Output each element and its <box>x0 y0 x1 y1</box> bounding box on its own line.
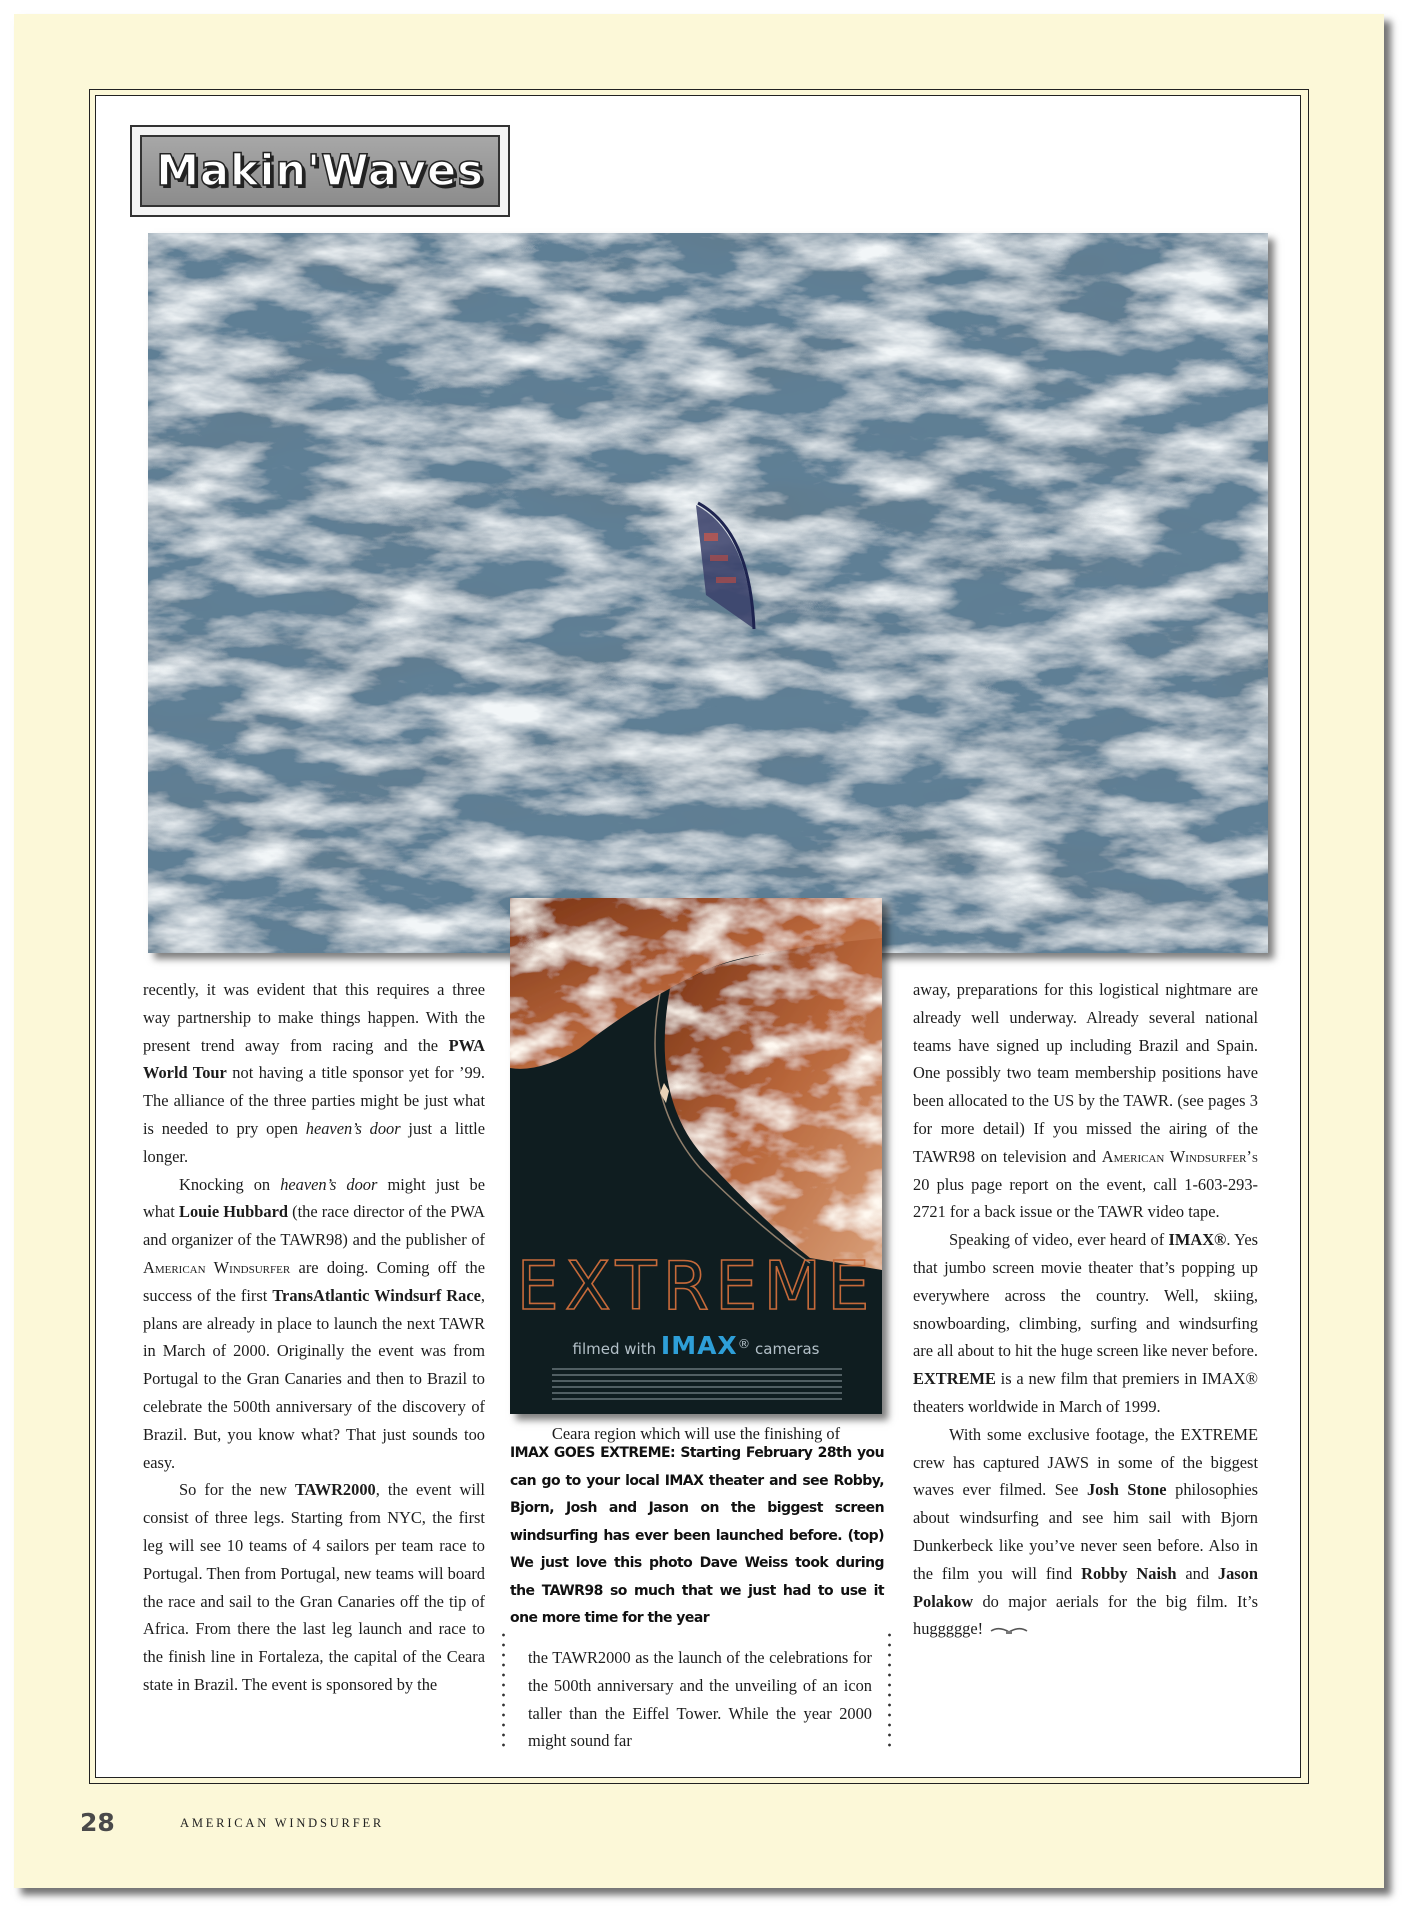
column-divider-right <box>888 1630 891 1750</box>
column-divider-left <box>502 1630 505 1750</box>
col3-paragraph-1: away, preparations for this logistical nightmare are already well underway. Already several national teams have signed up including Brazil and Spain. One possibly two team membership positions have been allocated to the US by the TAWR. (see pages 3 for more detail) If you missed the airing of the TAWR98 on television and American Windsurfer’s 20 plus page report on the event, call 1-603-293-2721 for a back issue or the TAWR video tape. <box>913 980 1258 1222</box>
page-number: 28 <box>80 1808 115 1837</box>
imax-reg-mark: ® <box>737 1336 751 1351</box>
ocean-photo-art <box>148 233 1268 953</box>
poster-filmed-with <box>510 1331 882 1360</box>
section-masthead <box>130 125 510 217</box>
imax-logo: IMAX <box>660 1331 738 1360</box>
col1-paragraph-1: recently, it was evident that this requires a three way partnership to make things happen. With the present trend away from racing and the PWA World Tour not having a title sponsor yet for ’99. The alliance of the three parties might be just what is needed to pry open heaven’s door just a little longer. <box>143 980 486 1166</box>
masthead-panel <box>140 135 500 207</box>
article-column-3 <box>913 976 1258 1643</box>
col2-top-line: Ceara region which will use the finishing of <box>551 1424 841 1443</box>
poster-filmed-label: filmed with <box>572 1340 657 1358</box>
end-mark-gull-icon <box>989 1625 1029 1637</box>
poster-title: EXTREME <box>516 1247 876 1325</box>
article-column-1 <box>143 976 485 1699</box>
magazine-name: AMERICAN WINDSURFER <box>180 1816 385 1830</box>
ocean-photo <box>148 233 1268 953</box>
col2-paragraph: the TAWR2000 as the launch of the celebrations for the 500th anniversary and the unveiling of an icon taller than the Eiffel Tower. While the year 2000 might sound far <box>528 1648 872 1751</box>
section-title: Makin'Waves <box>156 146 484 196</box>
col1-paragraph-2: Knocking on heaven’s door might just be what Louie Hubbard (the race director of the PWA and organizer of the TAWR98) and the publisher of American Windsurfer are doing. Coming off the success of the first TransAtlantic Windsurf Race, plans are already in place to launch the next TAWR in March of 2000. Originally the event was from Portugal to the Gran Canaries and then to Brazil to celebrate the 500th anniversary of the discovery of Brazil. But, you know what? That just sounds too easy. <box>143 1174 485 1472</box>
poster-caption: IMAX GOES EXTREME: Starting February 28th you can go to your local IMAX theater and see Robby, Bjorn, Josh and Jason on the biggest screen windsurfing has ever been launched before. (top) We just love this photo Dave Weiss took during the TAWR98 so much that we just had to use it one more time for the year <box>510 1445 884 1626</box>
extreme-poster <box>510 898 882 1414</box>
col1-paragraph-3: So for the new TAWR2000, the event will consist of three legs. Starting from NYC, the first leg will see 10 teams of 4 sailors per team race to Portugal. Then from Portugal, new teams will board the race and sail to the Gran Canaries off the tip of Africa. From there the last leg launch and race to the finish line in Fortaleza, the capital of the Ceara state in Brazil. The event is sponsored by the <box>143 1480 485 1694</box>
col3-paragraph-2: Speaking of video, ever heard of IMAX®. Yes that jumbo screen movie theater that’s popping up everywhere across the country. Well, skiing, snowboarding, climbing, surfing and windsurfing are all about to hit the huge screen like never before. EXTREME is a new film that premiers in IMAX® theaters worldwide in March of 1999. <box>913 1230 1259 1416</box>
poster-credits-block <box>552 1368 842 1408</box>
poster-cameras-label: cameras <box>755 1340 820 1358</box>
col3-paragraph-3: With some exclusive footage, the EXTREME crew has captured JAWS in some of the biggest waves ever filmed. See Josh Stone philosophies about windsurfing and see him sail with Bjorn Dunkerbeck like you’ve never seen before. Also in the film you will find Robby Naish and Jason Polakow do major aerials for the big film. It’s huggggge! <box>913 1424 1258 1639</box>
article-column-2 <box>528 1644 872 1755</box>
